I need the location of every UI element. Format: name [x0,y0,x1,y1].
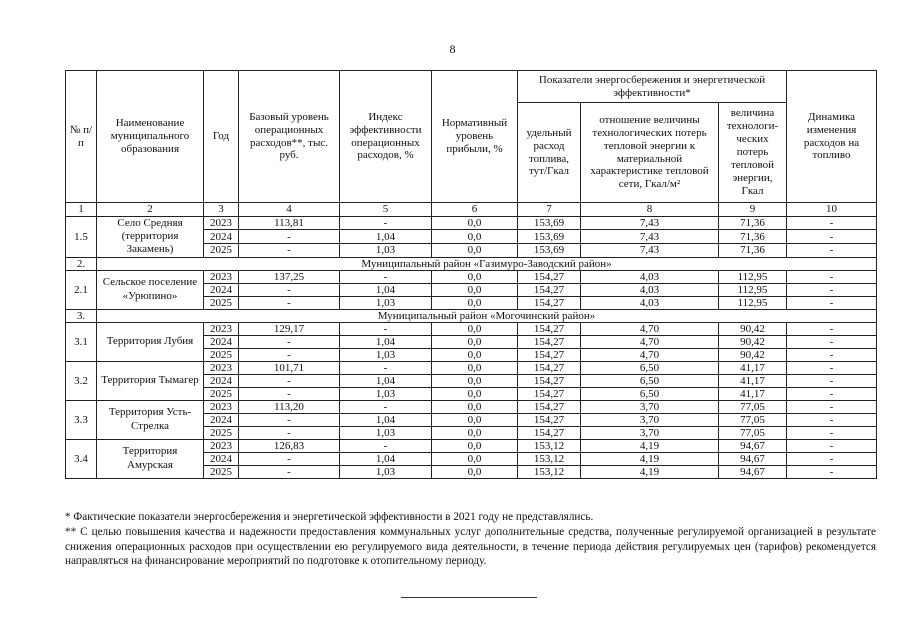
cell-base: 129,17 [239,322,340,335]
cell-fuel: 153,12 [518,439,581,452]
cell-ratio: 4,03 [581,296,719,309]
cell-losses: 71,36 [719,216,787,230]
cell-dyn: - [787,244,877,258]
cell-base: 137,25 [239,270,340,283]
entity-number: 3.2 [66,361,97,400]
cell-fuel: 154,27 [518,283,581,296]
cell-dyn: - [787,374,877,387]
cell-index: 1,03 [340,426,432,439]
section-title: Муниципальный район «Газимуро-Заводский район» [97,257,877,270]
cell-dyn: - [787,230,877,244]
cell-base: - [239,283,340,296]
column-number: 9 [719,203,787,217]
cell-fuel: 154,27 [518,335,581,348]
table-row [66,322,877,335]
page-number: 8 [449,42,456,56]
cell-fuel: 154,27 [518,296,581,309]
cell-dyn: - [787,400,877,413]
cell-dyn: - [787,452,877,465]
cell-base: - [239,413,340,426]
cell-fuel: 154,27 [518,426,581,439]
footnote-energy: * Фактические показатели энергосбережения и энергетической эффективности в 2021 году не представлялись. [65,511,594,523]
cell-losses: 41,17 [719,387,787,400]
cell-norm: 0,0 [432,216,518,230]
cell-ratio: 4,19 [581,452,719,465]
cell-base: 126,83 [239,439,340,452]
entity-name: Территория Лубия [97,322,204,361]
table-row [66,216,877,230]
cell-base: - [239,452,340,465]
cell-index: 1,03 [340,244,432,258]
cell-norm: 0,0 [432,296,518,309]
cell-year: 2023 [204,361,239,374]
cell-fuel: 153,12 [518,452,581,465]
tariff-table [65,70,877,479]
cell-year: 2024 [204,374,239,387]
cell-losses: 71,36 [719,244,787,258]
column-number: 1 [66,203,97,217]
cell-ratio: 7,43 [581,216,719,230]
cell-norm: 0,0 [432,413,518,426]
header-fuel: удельный расход топлива, тут/Гкал [518,103,581,203]
cell-ratio: 7,43 [581,230,719,244]
cell-index: 1,03 [340,296,432,309]
cell-index: 1,04 [340,283,432,296]
cell-dyn: - [787,387,877,400]
cell-base: - [239,374,340,387]
entity-number: 1.5 [66,216,97,257]
column-number: 8 [581,203,719,217]
cell-norm: 0,0 [432,452,518,465]
bottom-rule [401,597,537,598]
cell-losses: 112,95 [719,283,787,296]
section-row [66,309,877,322]
column-number: 4 [239,203,340,217]
column-number: 7 [518,203,581,217]
cell-dyn: - [787,296,877,309]
column-number: 5 [340,203,432,217]
entity-name: Территория Усть-Стрелка [97,400,204,439]
cell-base: - [239,426,340,439]
cell-losses: 94,67 [719,439,787,452]
cell-index: 1,03 [340,465,432,478]
cell-norm: 0,0 [432,426,518,439]
cell-ratio: 4,70 [581,322,719,335]
cell-losses: 112,95 [719,296,787,309]
table-row [66,439,877,452]
cell-losses: 90,42 [719,322,787,335]
cell-ratio: 4,70 [581,348,719,361]
cell-base: 113,81 [239,216,340,230]
cell-fuel: 153,69 [518,216,581,230]
cell-dyn: - [787,283,877,296]
cell-base: - [239,387,340,400]
cell-norm: 0,0 [432,361,518,374]
cell-losses: 41,17 [719,361,787,374]
cell-norm: 0,0 [432,244,518,258]
section-number: 2. [66,257,97,270]
cell-fuel: 154,27 [518,361,581,374]
cell-year: 2025 [204,426,239,439]
cell-dyn: - [787,439,877,452]
cell-index: 1,04 [340,230,432,244]
cell-index: - [340,270,432,283]
footnotes [65,510,876,569]
cell-base: - [239,244,340,258]
cell-norm: 0,0 [432,348,518,361]
cell-index: 1,04 [340,374,432,387]
cell-ratio: 4,03 [581,270,719,283]
cell-year: 2023 [204,270,239,283]
cell-base: - [239,465,340,478]
cell-norm: 0,0 [432,283,518,296]
cell-norm: 0,0 [432,270,518,283]
column-number: 6 [432,203,518,217]
cell-norm: 0,0 [432,387,518,400]
cell-year: 2024 [204,283,239,296]
cell-losses: 71,36 [719,230,787,244]
cell-fuel: 153,12 [518,465,581,478]
cell-index: - [340,361,432,374]
cell-ratio: 3,70 [581,400,719,413]
entity-number: 2.1 [66,270,97,309]
cell-losses: 90,42 [719,335,787,348]
cell-year: 2024 [204,230,239,244]
table-row [66,361,877,374]
cell-year: 2023 [204,216,239,230]
cell-losses: 77,05 [719,413,787,426]
entity-name: Сельское поселение «Урюпино» [97,270,204,309]
cell-base: - [239,296,340,309]
entity-name: Территория Амурская [97,439,204,478]
cell-fuel: 154,27 [518,348,581,361]
section-row [66,257,877,270]
header-dynamics: Динамика изменения расходов на топливо [787,71,877,203]
cell-index: 1,03 [340,348,432,361]
section-number: 3. [66,309,97,322]
cell-index: - [340,439,432,452]
cell-norm: 0,0 [432,439,518,452]
cell-dyn: - [787,413,877,426]
header-energy-group: Показатели энергосбережения и энергетической эффективности* [518,71,787,103]
entity-number: 3.3 [66,400,97,439]
cell-dyn: - [787,216,877,230]
cell-year: 2025 [204,244,239,258]
cell-ratio: 3,70 [581,413,719,426]
cell-ratio: 4,03 [581,283,719,296]
cell-fuel: 154,27 [518,374,581,387]
cell-year: 2023 [204,322,239,335]
cell-fuel: 154,27 [518,400,581,413]
header-year: Год [204,71,239,203]
cell-ratio: 6,50 [581,387,719,400]
cell-fuel: 154,27 [518,322,581,335]
cell-index: 1,03 [340,387,432,400]
column-number: 2 [97,203,204,217]
cell-dyn: - [787,361,877,374]
cell-index: - [340,322,432,335]
column-number: 10 [787,203,877,217]
column-number: 3 [204,203,239,217]
header-base: Базовый уровень операционных расходов**, тыс. руб. [239,71,340,203]
cell-norm: 0,0 [432,322,518,335]
cell-fuel: 154,27 [518,387,581,400]
cell-index: 1,04 [340,335,432,348]
cell-year: 2025 [204,348,239,361]
entity-number: 3.1 [66,322,97,361]
cell-ratio: 6,50 [581,361,719,374]
table-body [66,71,877,479]
entity-name: Территория Тымагер [97,361,204,400]
header-num: № п/п [66,71,97,203]
cell-ratio: 4,19 [581,439,719,452]
cell-norm: 0,0 [432,335,518,348]
header-losses: величина технологи-ческих потерь тепловой энергии, Гкал [719,103,787,203]
section-title: Муниципальный район «Могочинский район» [97,309,877,322]
header-norm: Нормативный уровень прибыли, % [432,71,518,203]
cell-norm: 0,0 [432,230,518,244]
cell-norm: 0,0 [432,465,518,478]
cell-fuel: 154,27 [518,270,581,283]
table-row [66,400,877,413]
cell-losses: 94,67 [719,452,787,465]
entity-name: Село Средняя (территория Закамень) [97,216,204,257]
cell-dyn: - [787,348,877,361]
cell-year: 2024 [204,452,239,465]
cell-year: 2024 [204,413,239,426]
footnote-expenses: ** С целью повышения качества и надежности предоставления коммунальных услуг дополнительные средства, полученные регулируемой организацией в результате снижения операционных расходов при осуществлении ею регулируемого вида деятельности, в течение периода действия регулируемых цен (тарифов) рекомендуется направляться на финансирование мероприятий по подготовке к отопительному периоду. [65,525,876,568]
cell-index: - [340,400,432,413]
column-number-row [66,203,877,217]
table-row [66,270,877,283]
header-index: Индекс эффективности операционных расходов, % [340,71,432,203]
cell-dyn: - [787,426,877,439]
header-name: Наименование муниципального образования [97,71,204,203]
cell-losses: 112,95 [719,270,787,283]
cell-losses: 77,05 [719,426,787,439]
cell-ratio: 3,70 [581,426,719,439]
cell-dyn: - [787,270,877,283]
cell-losses: 94,67 [719,465,787,478]
cell-year: 2025 [204,465,239,478]
cell-base: - [239,230,340,244]
cell-fuel: 153,69 [518,244,581,258]
cell-year: 2024 [204,335,239,348]
cell-fuel: 154,27 [518,413,581,426]
header-row-1 [66,71,877,103]
cell-ratio: 4,70 [581,335,719,348]
cell-year: 2023 [204,400,239,413]
cell-losses: 90,42 [719,348,787,361]
cell-base: 113,20 [239,400,340,413]
cell-index: - [340,216,432,230]
cell-fuel: 153,69 [518,230,581,244]
cell-norm: 0,0 [432,400,518,413]
cell-base: - [239,335,340,348]
cell-dyn: - [787,465,877,478]
cell-year: 2025 [204,387,239,400]
cell-losses: 77,05 [719,400,787,413]
cell-year: 2023 [204,439,239,452]
cell-ratio: 4,19 [581,465,719,478]
cell-base: 101,71 [239,361,340,374]
cell-base: - [239,348,340,361]
cell-ratio: 7,43 [581,244,719,258]
cell-ratio: 6,50 [581,374,719,387]
cell-year: 2025 [204,296,239,309]
cell-norm: 0,0 [432,374,518,387]
cell-index: 1,04 [340,413,432,426]
header-ratio: отношение величины технологических потерь тепловой энергии к материальной характеристике тепловой сети, Гкал/м² [581,103,719,203]
cell-dyn: - [787,322,877,335]
cell-losses: 41,17 [719,374,787,387]
cell-index: 1,04 [340,452,432,465]
cell-dyn: - [787,335,877,348]
entity-number: 3.4 [66,439,97,478]
